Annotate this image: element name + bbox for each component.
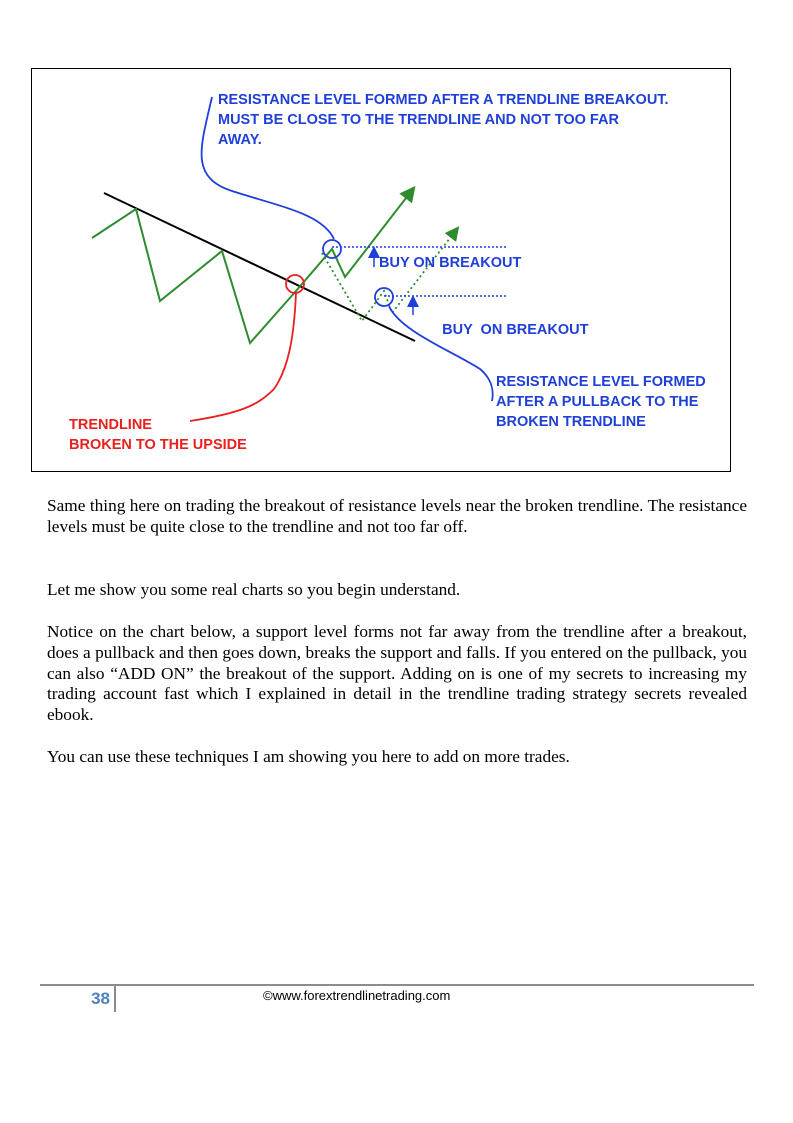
- top-annotation: [218, 90, 669, 150]
- paragraph-2: Let me show you some real charts so you begin understand.: [47, 580, 461, 599]
- buy-label-1-text: BUY ON BREAKOUT: [379, 255, 522, 271]
- trendline-callout-curve: [190, 293, 296, 421]
- buy-label-2: [426, 300, 588, 360]
- bottom-right-annotation: [496, 372, 706, 432]
- trendline-annotation: [69, 415, 247, 455]
- paragraph-3: Notice on the chart below, a support level forms not far away from the trendline after a breakout, does a pullback and then goes down, breaks the support and falls. If you entered on the pullback, you can also “ADD ON” the breakout of the support. Adding on is one of my secrets to increasing my trading account fast which I explained in detail in the trendline trading strategy secrets revealed ebook.: [47, 622, 747, 725]
- bottom-right-annotation-line3: BROKEN TRENDLINE: [496, 414, 646, 430]
- trendline-annotation-line1: TRENDLINE: [69, 417, 152, 433]
- top-annotation-line2: MUST BE CLOSE TO THE TRENDLINE AND NOT TOO FAR: [218, 112, 619, 128]
- trendline-annotation-line2: BROKEN TO THE UPSIDE: [69, 437, 247, 453]
- top-annotation-line3: AWAY.: [218, 132, 262, 148]
- trendline-breakout-diagram: [31, 68, 731, 472]
- page-number: 38: [80, 986, 116, 1012]
- top-annotation-line1: RESISTANCE LEVEL FORMED AFTER A TRENDLINE BREAKOUT.: [218, 92, 669, 108]
- bottom-right-annotation-line1: RESISTANCE LEVEL FORMED: [496, 374, 706, 390]
- price-path: [92, 189, 413, 343]
- footer-url: ©www.forextrendlinetrading.com: [263, 988, 451, 1003]
- paragraph-1: Same thing here on trading the breakout of resistance levels near the broken trendline. The resistance levels must be quite close to the trendline and not too far off.: [47, 496, 747, 536]
- paragraph-4: You can use these techniques I am showing you here to add on more trades.: [47, 747, 570, 766]
- buy-label-2-text: BUY ON BREAKOUT: [442, 322, 589, 338]
- bottom-right-annotation-line2: AFTER A PULLBACK TO THE: [496, 394, 699, 410]
- buy-label-1: [379, 253, 521, 273]
